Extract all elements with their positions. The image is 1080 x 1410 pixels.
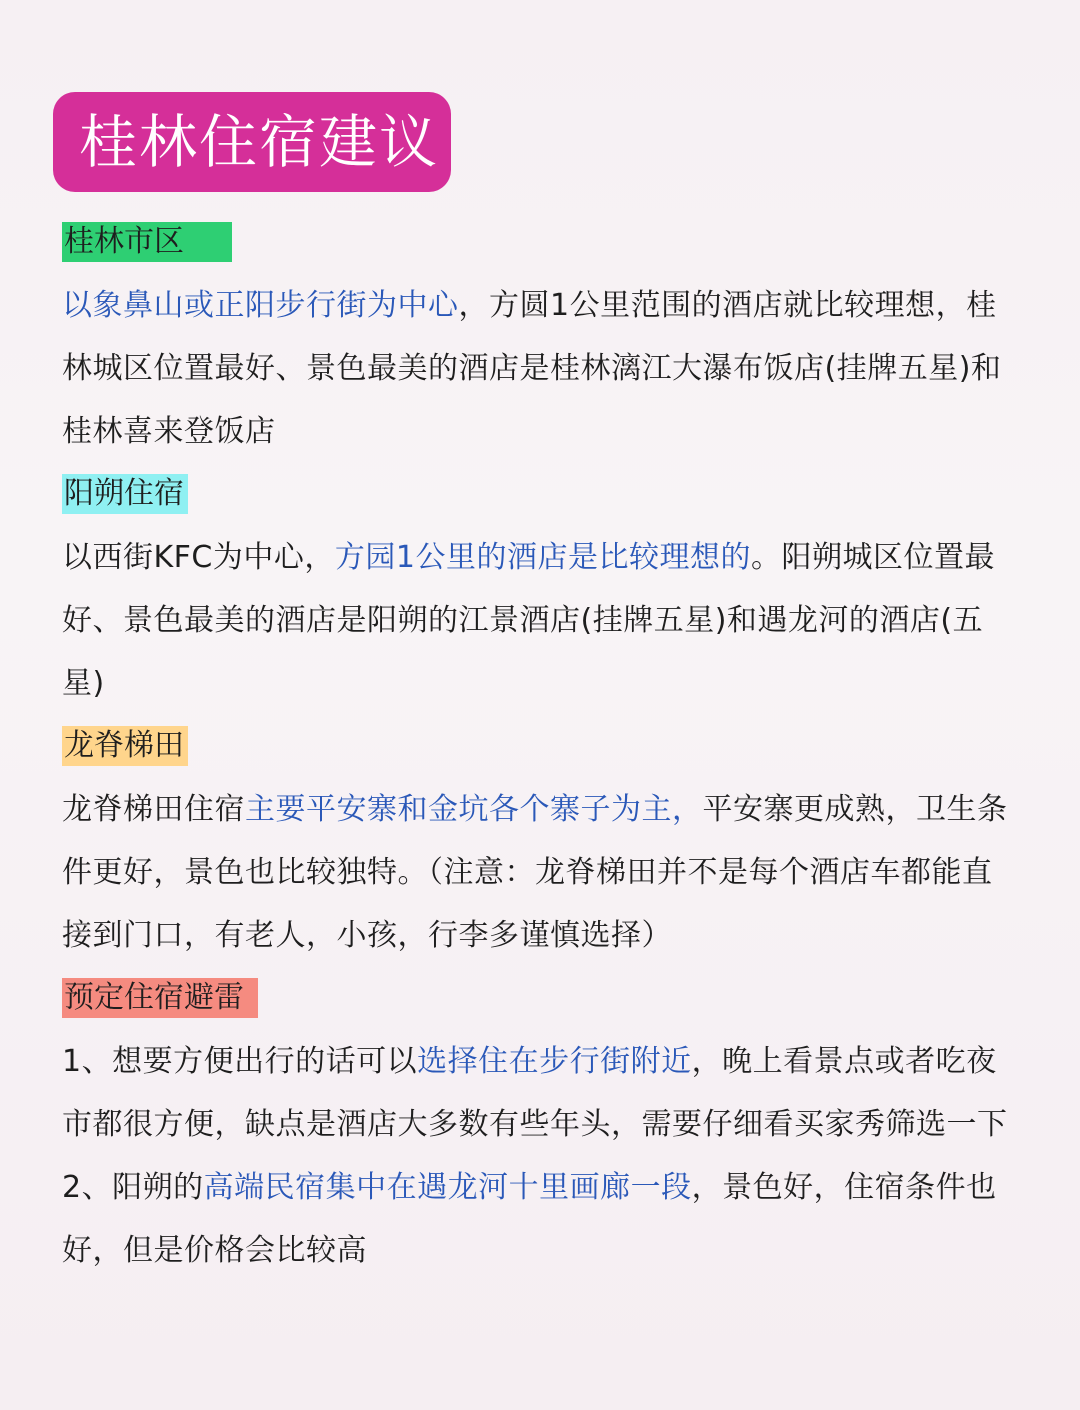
highlight-text: 高端民宿集中在遇龙河十里画廊一段 [203,1170,692,1205]
body-text: ，方圆1公里范围的酒店就比较理想，桂林城区位置最好、景色最美的酒店是桂林漓江大瀑布饭店(挂牌五星)和桂林喜来登饭店 [62,288,1002,449]
section-booking-tips [62,978,1022,1282]
section-paragraph [62,526,1022,715]
body-text: 龙脊梯田住宿 [62,792,245,827]
body-text: 。阳朔城区位置最好、景色最美的酒店是阳朔的江景酒店(挂牌五星)和遇龙河的酒店(五星) [62,540,995,701]
section-paragraph [62,274,1022,463]
section-guilin-city [62,222,1022,463]
body-text: 平安寨更成熟，卫生条件更好，景色也比较独特。（注意：龙脊梯田并不是每个酒店车都能直接到门口，有老人，小孩，行李多谨慎选择） [62,792,1008,953]
title-banner [53,92,451,192]
section-heading: 桂林市区 [62,222,232,262]
section-paragraph [62,778,1022,967]
highlight-text: 以象鼻山或正阳步行街为中心 [62,288,459,323]
section-longji [62,726,1022,967]
section-yangshuo [62,474,1022,715]
tip-item-1 [62,1030,1022,1156]
highlight-text: 主要平安寨和金坑各个寨子为主， [245,792,703,827]
section-heading: 阳朔住宿 [62,474,188,514]
page-title: 桂林住宿建议 [79,108,440,176]
highlight-text: 方园1公里的酒店是比较理想的 [334,540,751,575]
body-text: 2、阳朔的 [62,1170,204,1205]
body-text: 1、想要方便出行的话可以 [62,1044,418,1079]
body-text: 以西街KFC为中心， [62,540,335,575]
section-heading: 预定住宿避雷 [62,978,258,1018]
section-heading: 龙脊梯田 [62,726,188,766]
tip-item-2 [62,1156,1022,1282]
highlight-text: 选择住在步行街附近 [417,1044,692,1079]
body-text: ，晚上看景点或者吃夜市都很方便，缺点是酒店大多数有些年头，需要仔细看买家秀筛选一下 [62,1044,1008,1142]
body-text: ，景色好，住宿条件也好，但是价格会比较高 [62,1170,997,1268]
